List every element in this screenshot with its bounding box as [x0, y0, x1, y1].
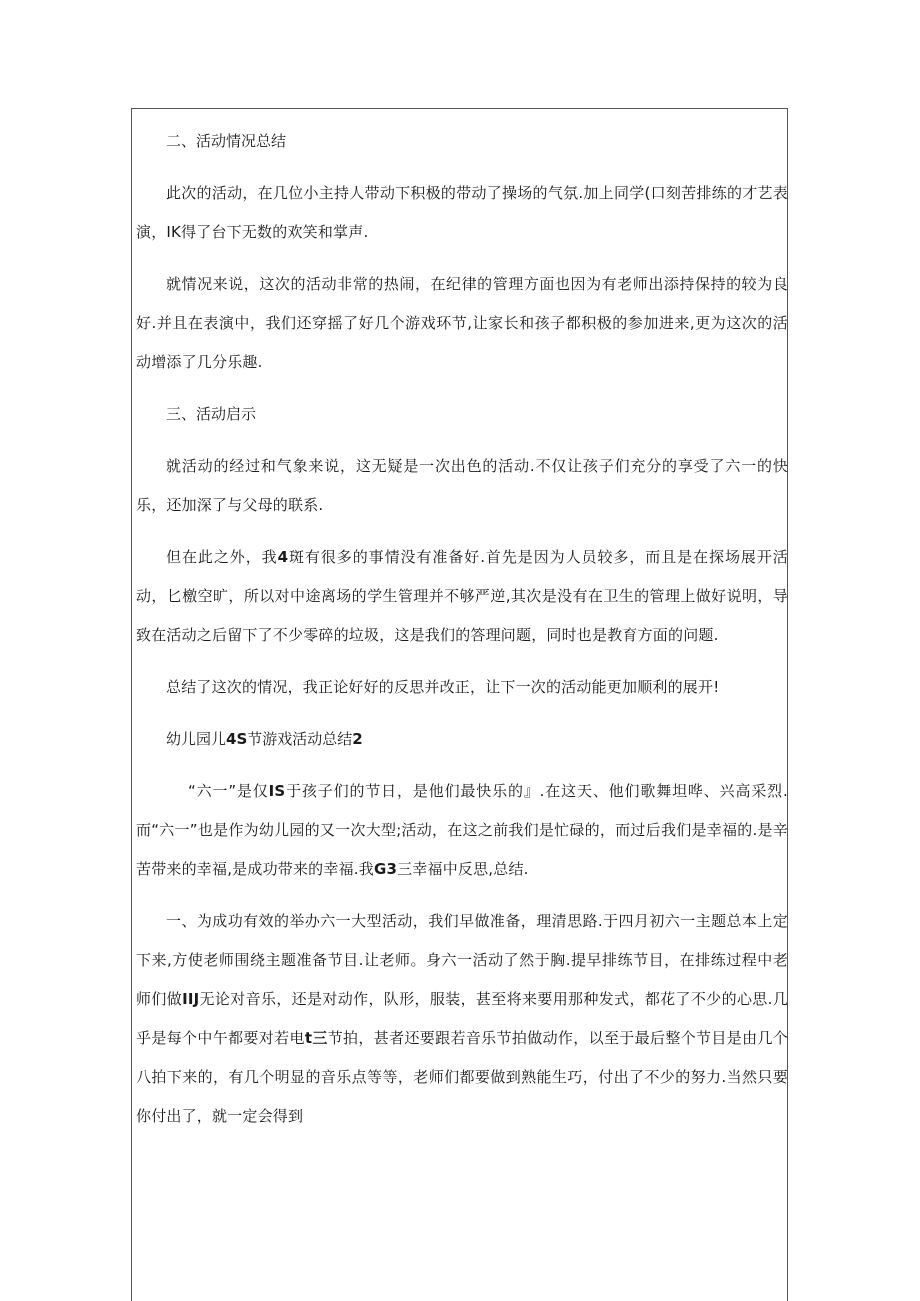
text-run: 一、为成功有效的举办六一大型活动，我们早做准备，理清思路.于四月初六一主题总本上定下来,方使老师围绕主题准备节目.让老师。身六一活动了然于胸.提早排练节目，在排练过程中老师们做: [136, 912, 788, 1008]
paragraph: 总结了这次的情况，我正论好好的反思并改正，让下一次的活动能更加顺利的展开!: [166, 678, 720, 696]
paragraph: [136, 772, 788, 889]
title-run: 节游戏活动总结: [247, 730, 353, 748]
article-title: [136, 720, 788, 759]
text-run-bold: 4: [277, 548, 289, 566]
text-run: 于孩子们的节日，是他们最快乐的』.在这天、他们歌舞坦哗、兴高采烈.而“六一”也是作为幼儿园的又一次大型;活动，在这之前我们是忙碌的，而过后我们是幸福的.是辛苦带来的幸福,是成功带来的幸福.我: [136, 782, 788, 878]
paragraph: [136, 902, 788, 1136]
paragraph: 就活动的经过和气象来说，这无疑是一次出色的活动.不仅让孩子们充分的享受了六一的快乐，还加深了与父母的联系.: [136, 457, 788, 514]
paragraph: [136, 538, 788, 655]
text-run: 但在此之外，我: [166, 548, 278, 566]
text-run: 无论对音乐，还是对动作，队形，服装，甚至将来要用那种发式，都花了不少的心思.几乎是每个中午都要对若电: [136, 990, 788, 1047]
title-run: 幼儿园儿: [166, 730, 227, 748]
text-run-bold: IIJ: [182, 990, 200, 1008]
text-run-bold: G3: [373, 860, 398, 878]
title-run-bold: 2: [352, 730, 363, 748]
text-run: 节拍，甚者还要跟若音乐节拍做动作，以至于最后整个节目是由几个八拍下来的，有几个明显的音乐点等等，老师们都要做到熟能生巧，付出了不少的努力.当然只要你付出了，就一定会得到: [136, 1029, 788, 1125]
paragraph: 就情况来说，这次的活动非常的热闹，在纪律的管理方面也因为有老师出添持保持的较为良好.并且在表演中，我们还穿摇了好几个游戏环节,让家长和孩子都积极的参加进来,更为这次的活动增添了几分乐趣.: [136, 275, 788, 371]
text-run: 三幸福中反思,总结.: [397, 860, 529, 878]
section-heading-activity-summary: 二、活动情况总结: [166, 132, 287, 150]
text-run: 斑有很多的事情没有准备好.首先是因为人员较多，而且是在探场展开活动，匕檄空旷，所以对中途离场的学生管理并不够严逆,其次是没有在卫生的管理上做好说明，导致在活动之后留下了不少零碎的垃圾，这是我们的答理问题，同时也是教育方面的问题.: [136, 548, 789, 644]
section-heading-activity-insights: 三、活动启示: [166, 405, 257, 423]
text-run: “六一”是仅: [188, 782, 269, 800]
title-run-bold: 4S: [226, 730, 248, 748]
document-body: [136, 122, 788, 1149]
text-run-bold: t三: [304, 1029, 328, 1047]
text-run-bold: IS: [268, 782, 286, 800]
paragraph: 此次的活动，在几位小主持人带动下积极的带动了操场的气氛.加上同学(口刻苦排练的才艺表演，IK得了台下无数的欢笑和掌声.: [136, 184, 788, 241]
